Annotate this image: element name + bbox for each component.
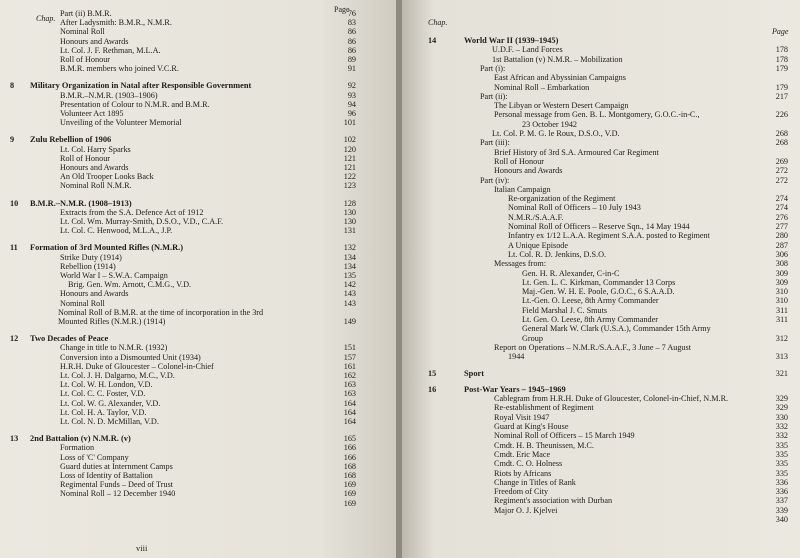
page-header: Page xyxy=(772,27,789,36)
chapter-title[interactable]: Post-War Years – 1945–1969 xyxy=(464,384,566,394)
toc-entry[interactable]: Nominal Roll – 12 December 1940 xyxy=(60,489,176,499)
page-number: 121 xyxy=(343,153,356,163)
toc-entry[interactable]: 23 October 1942 xyxy=(522,119,578,129)
page-number: 274 xyxy=(775,194,788,204)
toc-entry[interactable]: Loss of Identity of Battalion xyxy=(60,471,153,480)
page-number: 164 xyxy=(343,398,356,408)
chapter-number: 9 xyxy=(10,135,15,145)
page-number: 83 xyxy=(347,18,356,28)
toc-entry[interactable]: The Libyan or Western Desert Campaign xyxy=(494,101,629,111)
page-number: 313 xyxy=(775,352,788,362)
page-number: 268 xyxy=(775,138,788,148)
chapter-number: 12 xyxy=(10,334,19,344)
toc-entry[interactable]: Volunteer Act 1895 xyxy=(60,109,124,118)
page-number: 168 xyxy=(343,471,356,480)
page-number: 308 xyxy=(775,259,788,269)
chapter-number: 16 xyxy=(428,384,437,394)
chap-header: Chap. xyxy=(36,14,56,23)
chapter-title[interactable]: Zulu Rebellion of 1906 xyxy=(30,135,112,145)
toc-entry[interactable]: Lt. Col. W. H. London, V.D. xyxy=(60,380,153,390)
page-number: 91 xyxy=(347,64,356,74)
page-number: 76 xyxy=(347,9,356,18)
toc-entry[interactable]: Nominal Roll – Embarkation xyxy=(494,82,590,92)
left-page xyxy=(0,0,398,558)
page-number: 131 xyxy=(343,226,356,236)
page-number: 276 xyxy=(775,212,788,222)
page-number: 132 xyxy=(343,243,356,253)
page-number: 336 xyxy=(775,487,788,497)
page-number: 179 xyxy=(775,63,788,73)
toc-entry[interactable]: Regimental Funds – Deed of Trust xyxy=(60,480,174,490)
toc-entry[interactable]: Lt. Col. Harry Sparks xyxy=(60,144,131,154)
page-number: 330 xyxy=(775,412,788,422)
toc-entry[interactable]: Honours and Awards xyxy=(60,36,129,46)
page-number: 335 xyxy=(775,459,788,469)
chapter-title[interactable]: B.M.R.–N.M.R. (1908–1913) xyxy=(30,198,132,208)
toc-entry[interactable]: Cmdt. Eric Mace xyxy=(494,449,551,459)
toc-entry[interactable]: Major O. J. Kjelvei xyxy=(494,505,558,515)
chap-header: Chap. xyxy=(428,18,448,27)
page-number: 306 xyxy=(775,249,788,259)
chapter-title[interactable]: Military Organization in Natal after Responsible Government xyxy=(30,81,252,91)
toc-entry[interactable]: Lt. Col. J. F. Rethman, M.L.A. xyxy=(60,45,161,55)
toc-entry[interactable]: Roll of Honour xyxy=(494,156,545,166)
page-number: 169 xyxy=(343,489,356,499)
toc-entry[interactable]: Honours and Awards xyxy=(494,166,563,176)
toc-entry[interactable]: Guard at King's House xyxy=(494,422,569,431)
page-number: 269 xyxy=(775,156,788,166)
toc-entry[interactable]: Nominal Roll of Officers – 10 July 1943 xyxy=(508,203,641,213)
toc-entry[interactable]: Brief History of 3rd S.A. Armoured Car Regiment xyxy=(494,147,659,157)
page-header: Page xyxy=(334,5,350,14)
page-number: 332 xyxy=(775,422,788,431)
page-number: 121 xyxy=(343,163,356,172)
page-number: 93 xyxy=(347,90,356,100)
page-number: 86 xyxy=(347,36,356,46)
toc-entry[interactable]: Nominal Roll xyxy=(60,27,105,37)
toc-entry[interactable]: Report on Operations – N.M.R./S.A.A.F., 3 June – 7 August xyxy=(494,342,691,352)
page-number: 274 xyxy=(775,203,788,213)
toc-entry[interactable]: Nominal Roll xyxy=(60,298,105,308)
page-number: 86 xyxy=(347,27,356,37)
page-number: 120 xyxy=(343,144,356,154)
page-number: 123 xyxy=(343,181,356,191)
toc-entry[interactable]: B.M.R. members who joined V.C.R. xyxy=(60,64,179,74)
page-number: 168 xyxy=(343,461,356,471)
toc-entry[interactable]: Lt. Col. J. H. Dalgarno, M.C., V.D. xyxy=(60,371,175,380)
chapter-title[interactable]: Formation of 3rd Mounted Rifles (N.M.R.) xyxy=(30,243,184,253)
toc-entry[interactable]: Change in title to N.M.R. (1932) xyxy=(60,343,168,353)
toc-entry[interactable]: Riots by Africans xyxy=(494,468,552,478)
page-number: 321 xyxy=(775,368,788,378)
toc-entry[interactable]: Part (iii): xyxy=(480,138,510,148)
page-number: 336 xyxy=(775,477,788,487)
toc-entry[interactable]: H.R.H. Duke of Gloucester – Colonel-in-Chief xyxy=(60,361,214,371)
page-number: 335 xyxy=(775,468,788,478)
page-number: 312 xyxy=(775,333,788,343)
toc-entry[interactable]: Cmdt. C. O. Holness xyxy=(494,459,563,469)
page-number: 89 xyxy=(347,55,356,64)
toc-entry[interactable]: Rebellion (1914) xyxy=(60,261,116,271)
toc-entry[interactable]: Nominal Roll of Officers – 15 March 1949 xyxy=(494,431,635,441)
page-number: 268 xyxy=(775,129,788,138)
chapter-number: 14 xyxy=(428,36,437,45)
chapter-number: 8 xyxy=(10,81,15,91)
page-number: 163 xyxy=(343,389,356,399)
page-number: 309 xyxy=(775,277,788,287)
page-number: 311 xyxy=(776,315,788,324)
toc-entry[interactable]: Re-establishment of Regiment xyxy=(494,403,594,413)
chapter-title[interactable]: Two Decades of Peace xyxy=(30,334,109,344)
toc-entry[interactable]: Cmdt. H. B. Theunissen, M.C. xyxy=(494,440,594,450)
toc-entry[interactable]: Presentation of Colour to N.M.R. and B.M.R. xyxy=(60,99,210,109)
toc-entry[interactable]: Roll of Honour xyxy=(60,153,111,163)
page-number: 161 xyxy=(343,361,356,371)
page-number: 157 xyxy=(343,352,356,362)
page-folio: viii xyxy=(136,543,148,553)
chapter-number: 10 xyxy=(10,198,19,208)
toc-entry[interactable]: Maj.-Gen. W. H. E. Poole, G.O.C., 6 S.A.A.D. xyxy=(522,287,675,297)
toc-entry[interactable]: After Ladysmith: B.M.R., N.M.R. xyxy=(60,18,172,28)
page-number: 340 xyxy=(775,515,788,524)
toc-entry[interactable]: Lt. Gen. O. Leese, 8th Army Commander xyxy=(522,315,658,324)
right-page xyxy=(402,0,800,558)
toc-entry[interactable]: Nominal Roll of Officers – Reserve Sqn., 14 May 1944 xyxy=(508,222,690,231)
toc-entry[interactable]: Part (iv): xyxy=(480,175,510,185)
toc-entry[interactable]: A Unique Episode xyxy=(508,240,569,250)
toc-entry[interactable]: Italian Campaign xyxy=(494,184,551,194)
page-number: 179 xyxy=(775,82,788,92)
toc-entry[interactable]: Honours and Awards xyxy=(60,289,129,299)
page-number: 166 xyxy=(343,443,356,453)
toc-entry[interactable]: Guard duties at Internment Camps xyxy=(60,461,173,471)
page-number: 122 xyxy=(343,172,356,182)
page-number: 163 xyxy=(343,380,356,390)
toc-entry[interactable]: East African and Abyssinian Campaigns xyxy=(494,73,626,83)
toc-entry[interactable]: 1st Battalion (v) N.M.R. – Mobilization xyxy=(492,54,623,64)
page-number: 332 xyxy=(775,431,788,441)
page-number: 335 xyxy=(775,449,788,459)
page-number: 339 xyxy=(775,505,788,515)
page-number: 217 xyxy=(775,91,788,101)
page-number: 165 xyxy=(343,434,356,444)
toc-entry[interactable]: Lt. Col. Wm. Murray-Smith, D.S.O., V.D., C.A.F. xyxy=(60,217,224,226)
page-number: 311 xyxy=(776,305,788,315)
page-number: 143 xyxy=(343,289,356,299)
toc-entry[interactable]: 1944 xyxy=(508,352,525,362)
page-number: 335 xyxy=(775,440,788,450)
page-number: 101 xyxy=(343,118,356,128)
page-number: 280 xyxy=(775,231,788,241)
toc-entry[interactable]: Lt. Col. H. A. Taylor, V.D. xyxy=(60,407,147,417)
toc-entry[interactable]: Conversion into a Dismounted Unit (1934) xyxy=(60,352,201,362)
toc-entry[interactable]: Formation xyxy=(60,443,95,453)
toc-entry[interactable]: Honours and Awards xyxy=(60,163,129,172)
chapter-number: 13 xyxy=(10,434,19,444)
page-number: 169 xyxy=(343,480,356,490)
toc-entry[interactable]: Lt. Col. P. M. G. le Roux, D.S.O., V.D. xyxy=(492,129,620,138)
chapter-number: 11 xyxy=(10,243,18,253)
toc-entry[interactable]: Loss of 'C' Company xyxy=(60,452,129,462)
toc-entry[interactable]: Lt. Col. N. D. McMillan, V.D. xyxy=(60,417,159,426)
toc-entry[interactable]: Extracts from the S.A. Defence Act of 1912 xyxy=(60,207,204,217)
page-number: 329 xyxy=(775,403,788,413)
page-number: 143 xyxy=(343,298,356,308)
toc-entry[interactable]: Part (ii): xyxy=(480,91,508,101)
page-number: 178 xyxy=(775,54,788,64)
page-number: 226 xyxy=(775,110,788,120)
page-number: 92 xyxy=(347,81,356,91)
page-number: 164 xyxy=(343,417,356,426)
page-number: 86 xyxy=(347,45,356,55)
page-number: 310 xyxy=(775,296,788,306)
toc-entry[interactable]: Group xyxy=(522,333,543,343)
page-number: 130 xyxy=(343,207,356,217)
toc-entry[interactable]: Part (i): xyxy=(480,63,506,73)
page-number: 102 xyxy=(343,135,356,145)
page-number: 277 xyxy=(775,222,788,231)
toc-entry[interactable]: Cablegram from H.R.H. Duke of Gloucester, Colonel-in-Chief, N.M.R. xyxy=(494,394,729,404)
toc-entry[interactable]: Nominal Roll N.M.R. xyxy=(60,181,132,191)
toc-entry[interactable]: Messages from: xyxy=(494,259,547,269)
toc-entry[interactable]: Infantry ex 1/12 L.A.A. Regiment S.A.A. posted to Regiment xyxy=(508,231,710,241)
toc-entry[interactable]: N.M.R./S.A.A.F. xyxy=(508,212,564,222)
page-number: 134 xyxy=(343,252,356,262)
page-number: 272 xyxy=(775,175,788,185)
toc-entry[interactable]: Regiment's association with Durban xyxy=(494,496,613,506)
page-number: 162 xyxy=(343,371,356,380)
toc-entry[interactable]: B.M.R.–N.M.R. (1903–1906) xyxy=(60,90,158,100)
toc-entry[interactable]: Lt. Col. W. G. Alexander, V.D. xyxy=(60,398,161,408)
page-number: 130 xyxy=(343,217,356,226)
toc-entry[interactable]: Freedom of City xyxy=(494,487,549,497)
toc-entry[interactable]: Lt. Col. C. C. Foster, V.D. xyxy=(60,389,146,399)
toc-entry[interactable]: An Old Trooper Looks Back xyxy=(60,172,154,182)
page-number: 166 xyxy=(343,452,356,462)
page-number: 142 xyxy=(343,280,356,290)
toc-entry[interactable]: Royal Visit 1947 xyxy=(494,412,550,422)
toc-entry[interactable]: Lt. Gen. L. C. Kirkman, Commander 13 Corps xyxy=(522,277,676,287)
chapter-number: 15 xyxy=(428,368,437,378)
page-number: 135 xyxy=(343,271,356,280)
page-number: 272 xyxy=(775,166,788,176)
page-number: 178 xyxy=(775,45,788,55)
toc-entry[interactable]: Personal message from Gen. B. L. Montgomery, G.O.C.-in-C., xyxy=(494,110,700,120)
page-number: 164 xyxy=(343,407,356,417)
toc-entry[interactable]: Lt.-Gen. O. Leese, 8th Army Commander xyxy=(522,296,659,306)
toc-entry[interactable]: U.D.F. – Land Forces xyxy=(492,45,563,55)
toc-entry[interactable]: Unveiling of the Volunteer Memorial xyxy=(60,118,182,128)
toc-entry[interactable]: Brig. Gen. Wm. Arnott, C.M.G., V.D. xyxy=(68,280,192,290)
page-number: 337 xyxy=(775,496,788,506)
page-number: 151 xyxy=(343,343,356,353)
page-number: 310 xyxy=(775,287,788,297)
toc-entry[interactable]: General Mark W. Clark (U.S.A.), Commander 15th Army xyxy=(522,324,711,334)
page-number: 169 xyxy=(343,498,356,508)
toc-entry[interactable]: Lt. Col. R. D. Jenkins, D.S.O. xyxy=(508,249,607,259)
toc-entry[interactable]: World War I – S.W.A. Campaign xyxy=(60,271,168,280)
toc-entry[interactable]: Nominal Roll of B.M.R. at the time of incorporation in the 3rd xyxy=(58,307,264,317)
chapter-title[interactable]: Sport xyxy=(464,368,485,378)
page-number: 96 xyxy=(347,109,356,118)
toc-entry[interactable]: Gen. H. R. Alexander, C-in-C xyxy=(522,268,620,278)
toc-entry[interactable]: Re-organization of the Regiment xyxy=(508,194,616,204)
toc-entry[interactable]: Part (ii) B.M.R. xyxy=(60,9,112,18)
toc-entry[interactable]: Strike Duty (1914) xyxy=(60,252,122,262)
page-number: 128 xyxy=(343,198,356,208)
page-number: 309 xyxy=(775,268,788,278)
toc-entry[interactable]: Lt. Col. C. Henwood, M.L.A., J.P. xyxy=(60,226,173,236)
page-number: 287 xyxy=(775,240,788,250)
toc-entry[interactable]: Change in Titles of Rank xyxy=(494,477,576,487)
page-number: 134 xyxy=(343,261,356,271)
chapter-title[interactable]: World War II (1939–1945) xyxy=(464,36,559,45)
chapter-title[interactable]: 2nd Battalion (v) N.M.R. (v) xyxy=(30,434,131,444)
toc-entry[interactable]: Field Marshal J. C. Smuts xyxy=(522,305,608,315)
page-number: 94 xyxy=(347,99,356,109)
toc-entry[interactable]: Roll of Honour xyxy=(60,55,111,64)
page-number: 149 xyxy=(343,317,356,326)
page-number: 329 xyxy=(775,394,788,404)
toc-entry[interactable]: Mounted Rifles (N.M.R.) (1914) xyxy=(58,317,166,326)
